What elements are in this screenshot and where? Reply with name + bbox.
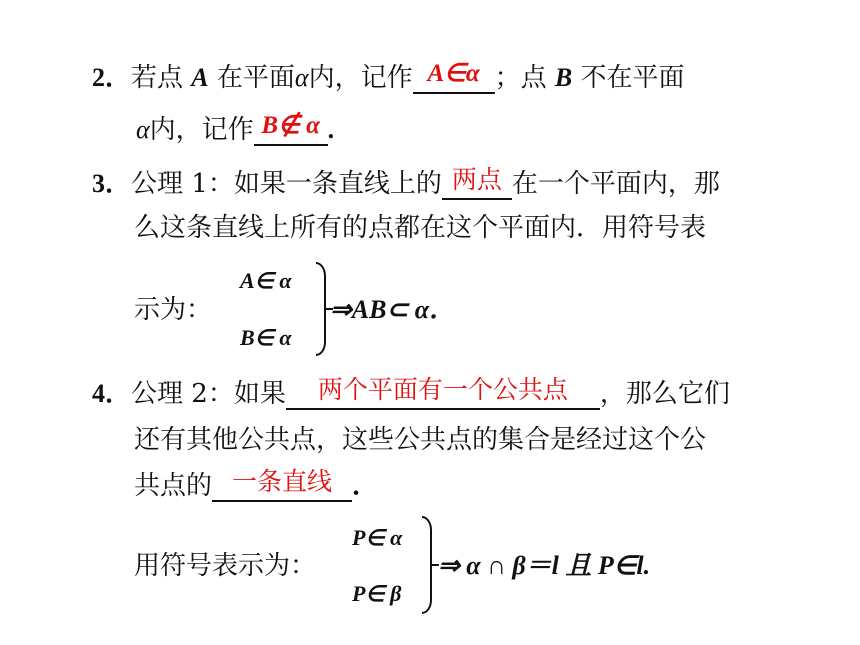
item3-condition-2 — [240, 322, 292, 354]
item-number: 2． — [92, 63, 132, 92]
item4-shown-as — [134, 550, 316, 582]
item4-condition-1 — [352, 522, 402, 554]
item3-line1 — [92, 165, 720, 200]
text: 示为： — [134, 295, 213, 325]
formula: P∈ α — [352, 525, 403, 550]
brace — [422, 516, 432, 614]
item4-condition-2 — [352, 578, 401, 610]
item4-result — [438, 550, 650, 582]
brace — [316, 262, 326, 356]
period: . — [327, 115, 335, 144]
period: ． — [352, 471, 379, 500]
text: 公理 2：如果 — [131, 379, 286, 409]
text: 么这条直线上所有的点都在这个平面内．用符号表 — [134, 213, 707, 243]
text: ，那么它们 — [599, 379, 730, 409]
text: 用符号表示为： — [134, 551, 317, 581]
item4-line3 — [134, 467, 379, 502]
answer-blank — [442, 165, 512, 200]
text: 在平面 — [216, 63, 295, 93]
formula: P∈ β — [352, 581, 402, 606]
alpha-symbol: α — [136, 115, 150, 144]
text: 在一个平面内，那 — [511, 169, 720, 199]
text: 内，记作 — [149, 115, 254, 145]
item2-line2 — [136, 114, 334, 146]
text: ；点 — [494, 63, 547, 93]
answer-blank — [413, 62, 495, 94]
item3-shown-as — [134, 294, 212, 326]
answer-text: 两个平面有一个公共点 — [317, 375, 568, 404]
answer-blank — [286, 375, 600, 410]
formula: B∈ α — [240, 325, 292, 350]
point-label: A — [191, 63, 209, 92]
formula: ⇒AB⊂ α． — [330, 295, 456, 324]
item3-condition-1 — [240, 265, 292, 297]
alpha-symbol: α — [294, 63, 309, 92]
item2-line1 — [92, 62, 685, 94]
formula: ⇒ α ∩ β＝l 且 P∈l. — [438, 551, 651, 580]
text: 公理 1：如果一条直线上的 — [131, 169, 442, 199]
item4-line1 — [92, 375, 730, 410]
text: 还有其他公共点，这些公共点的集合是经过这个公 — [134, 425, 707, 455]
answer-blank — [212, 467, 352, 502]
item-number: 4． — [92, 379, 132, 408]
answer-text: 一条直线 — [232, 467, 333, 496]
item3-line2 — [134, 212, 706, 244]
answer-text: B∉ α — [261, 112, 320, 139]
point-label: B — [554, 63, 573, 92]
answer-text: 两点 — [451, 165, 502, 194]
item3-result — [330, 294, 455, 326]
item-number: 3． — [92, 169, 132, 198]
answer-text: A∈α — [427, 60, 480, 87]
text: 共点的 — [134, 471, 213, 501]
answer-blank — [254, 114, 328, 146]
text: 若点 — [131, 63, 184, 93]
text: 内，记作 — [308, 63, 413, 93]
item4-line2 — [134, 424, 706, 456]
formula: A∈ α — [240, 268, 292, 293]
text: 不在平面 — [580, 63, 685, 93]
